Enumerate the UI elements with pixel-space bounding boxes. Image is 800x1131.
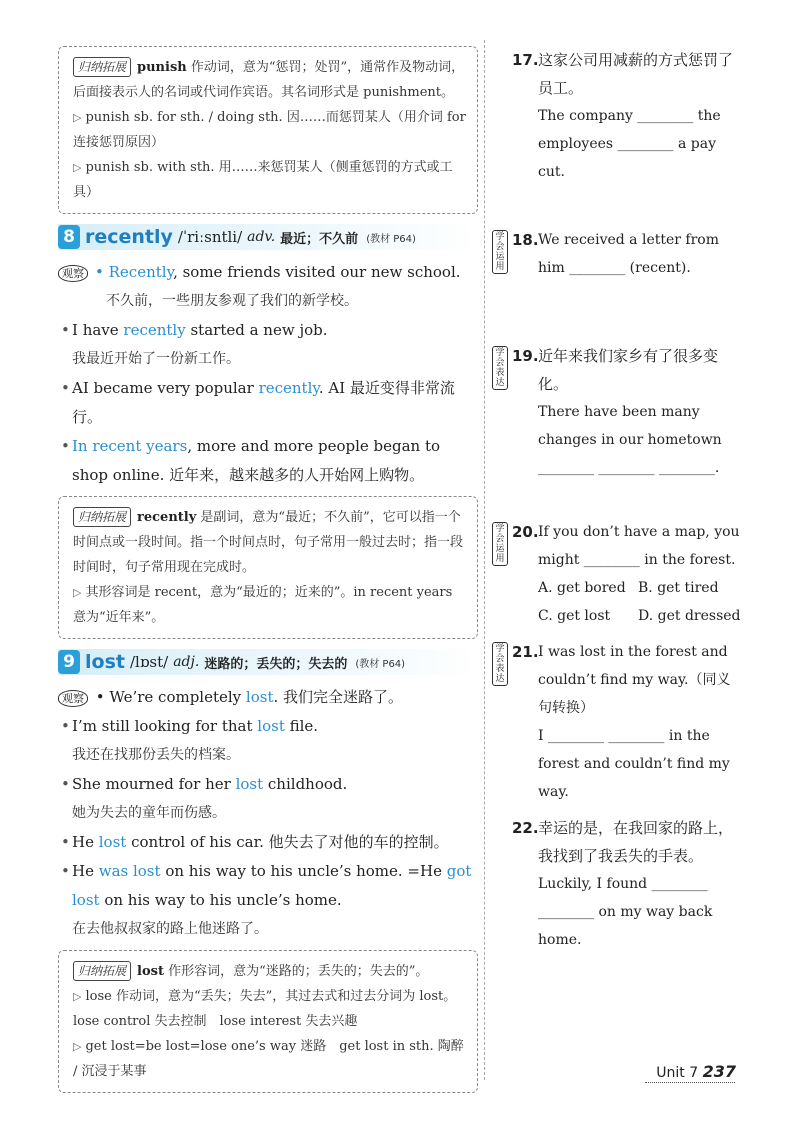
question-17: 17. 这家公司用减薪的方式惩罚了员工。 The company ________ the employees ________ a pay cut. [512, 51, 734, 180]
exercise-tag: 学会运用 [492, 522, 508, 566]
box-item: ▷ punish sb. with sth. 用……来惩罚某人（侧重惩罚的方式或工具） [73, 160, 453, 200]
example: • I’m still looking for that lost file. 我还在找那份丢失的档案。 [61, 717, 319, 763]
box-item: ▷ 其形容词是 recent，意为“最近的；近来的”。in recent years 意为“近年来”。 [73, 585, 453, 625]
entry-word: recently [85, 226, 173, 248]
box-tag: 归纳拓展 [73, 57, 131, 77]
page-footer [656, 1062, 736, 1081]
exercise-tag: 学会表达 [492, 346, 508, 390]
box-text: 作动词，意为“惩罚；处罚”，通常作及物动词，后面接表示人的名词或代词作宾语。其名词形式是 punishment。 [73, 60, 465, 100]
exercise-tag: 学会表达 [492, 642, 508, 686]
box-keyword: lost [137, 964, 164, 979]
entry-meaning: 迷路的；丢失的；失去的 [204, 656, 348, 672]
entry-meaning: 最近；不久前 [280, 231, 359, 247]
entry-phonetic: /lɒst/ [129, 653, 169, 671]
box-item: ▷ get lost=be lost=lose one’s way 迷路 get lost in sth. 陶醉 / 沉浸于某事 [73, 1039, 464, 1079]
example: • He lost control of his car. 他失去了对他的车的控制。 [61, 833, 449, 851]
box-keyword: punish [137, 60, 187, 75]
observe-tag: 观察 [58, 690, 88, 707]
option-c: C. get lost [538, 608, 611, 624]
question-18: 学会运用 18. We received a letter from him ________ (recent). [492, 226, 742, 282]
left-column [58, 46, 478, 1093]
triangle-icon: ▷ [73, 1040, 82, 1053]
example: • I have recently started a new job. 我最近开始了一份新工作。 [61, 321, 328, 367]
option-b: B. get tired [638, 580, 719, 596]
expand-box-recently [58, 496, 478, 639]
entry-word: lost [85, 651, 125, 673]
expand-box-lost [58, 950, 478, 1093]
textbook-ref: (教材 P64) [355, 658, 406, 670]
triangle-icon: ▷ [73, 111, 82, 124]
box-text: 是副词，意为“最近；不久前”，它可以指一个时间点或一段时间。指一个时间点时，句子常用一般过去时；指一段时间时，句子常用现在完成时。 [73, 510, 464, 575]
entry-number: 8 [58, 225, 80, 249]
box-keyword: recently [137, 510, 197, 525]
example: • AI became very popular recently. AI 最近变得非常流行。 [61, 379, 455, 426]
entry-number: 9 [58, 650, 80, 674]
example: • He was lost on his way to his uncle’s home. =He got lost on his way to his uncle’s home. 在去他叔叔家的路上他迷路了。 [61, 862, 472, 937]
entry-pos: adj. [173, 654, 200, 670]
page-number: 237 [702, 1062, 736, 1081]
question-21: 学会表达 21. I was lost in the forest and couldn’t find my way.（同义句转换） I ________ ________ in the forest and couldn’t find my way. [492, 638, 742, 806]
exercise-tag: 学会运用 [492, 230, 508, 274]
question-22: 22. 幸运的是，在我回家的路上，我找到了我丢失的手表。 Luckily, I found ________ ________ on my way back home. [512, 819, 734, 948]
box-item: ▷ lose 作动词，意为“丢失；失去”，其过去式和过去分词为 lost。lose control 失去控制 lose interest 失去兴趣 [73, 989, 457, 1029]
entry-header-recently [58, 224, 478, 250]
box-text: 作形容词，意为“迷路的；丢失的；失去的”。 [168, 964, 429, 979]
entry-phonetic: /ˈriːsntli/ [177, 228, 243, 246]
triangle-icon: ▷ [73, 161, 82, 174]
textbook-ref: (教材 P64) [366, 233, 416, 245]
triangle-icon: ▷ [73, 990, 82, 1003]
observe-tag: 观察 [58, 265, 88, 282]
example: 观察 • We’re completely lost. 我们完全迷路了。 [58, 683, 478, 712]
right-column [492, 46, 742, 962]
question-19: 学会表达 19. 近年来我们家乡有了很多变化。 There have been many changes in our hometown ________ ________ ________. [492, 342, 742, 482]
option-a: A. get bored [538, 580, 626, 596]
example: • In recent years, more and more people began to shop online. 近年来，越来越多的人开始网上购物。 [61, 437, 441, 484]
example: • She mourned for her lost childhood. 她为失去的童年而伤感。 [61, 775, 348, 821]
box-item: ▷ punish sb. for sth. / doing sth. 因……而惩罚某人（用介词 for 连接惩罚原因） [73, 110, 466, 150]
unit-label: Unit 7 [656, 1065, 699, 1081]
entry-pos: adv. [247, 229, 276, 245]
triangle-icon: ▷ [73, 586, 82, 599]
question-20: 学会运用 20. If you don’t have a map, you might ________ in the forest. A. get bored B. get tired C. get lost D. get dressed [492, 518, 742, 630]
box-tag: 归纳拓展 [73, 961, 131, 981]
box-tag: 归纳拓展 [73, 507, 131, 527]
option-d: D. get dressed [638, 608, 741, 624]
entry-header-lost [58, 649, 478, 675]
example: 观察 • Recently, some friends visited our new school. 不久前，一些朋友参观了我们的新学校。 [58, 258, 478, 316]
footer-divider [645, 1082, 735, 1083]
expand-box-punish [58, 46, 478, 214]
column-divider [484, 40, 485, 1080]
